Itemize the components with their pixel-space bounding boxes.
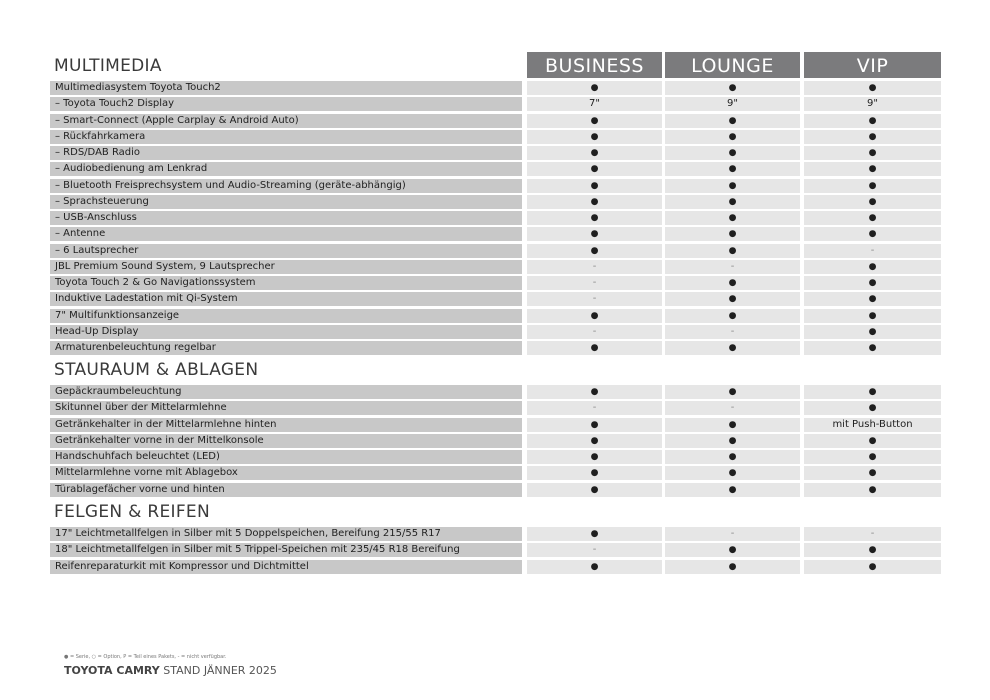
feature-value-vip: ● [804,466,941,480]
feature-label: – Toyota Touch2 Display [50,97,522,111]
table-row [50,244,941,258]
feature-label: Armaturenbeleuchtung regelbar [50,341,522,355]
feature-value-business: ● [527,146,662,160]
feature-value-vip: ● [804,260,941,274]
feature-value-vip: ● [804,211,941,225]
feature-value-lounge: ● [665,450,800,464]
feature-label: Mittelarmlehne vorne mit Ablagebox [50,466,522,480]
column-header-lounge: LOUNGE [665,52,800,78]
feature-value-business: ● [527,244,662,258]
feature-label: Getränkehalter in der Mittelarmlehne hinten [50,418,522,432]
feature-value-vip: ● [804,146,941,160]
table-row [50,450,941,464]
feature-value-lounge: ● [665,309,800,323]
feature-value-business: ● [527,162,662,176]
feature-value-lounge: ● [665,434,800,448]
feature-value-business: ● [527,483,662,497]
feature-label: 7" Multifunktionsanzeige [50,309,522,323]
feature-value-business: ● [527,385,662,399]
feature-value-lounge: ● [665,162,800,176]
column-headers [527,52,941,78]
feature-value-vip: mit Push-Button [804,418,941,432]
feature-value-vip: ● [804,483,941,497]
table-row [50,260,941,274]
feature-value-vip: ● [804,385,941,399]
feature-label: Getränkehalter vorne in der Mittelkonsole [50,434,522,448]
feature-value-business: ● [527,418,662,432]
feature-value-vip: ● [804,114,941,128]
table-row [50,434,941,448]
feature-label: – Antenne [50,227,522,241]
feature-value-business: ● [527,466,662,480]
feature-value-vip: ● [804,130,941,144]
feature-label: Induktive Ladestation mit Qi-System [50,292,522,306]
feature-value-lounge: ● [665,227,800,241]
column-header-vip: VIP [804,52,941,78]
feature-value-business: ● [527,227,662,241]
feature-value-lounge: ● [665,130,800,144]
feature-value-business: - [527,292,662,306]
feature-value-business: ● [527,179,662,193]
feature-value-lounge: ● [665,418,800,432]
feature-value-vip: ● [804,325,941,339]
table-row [50,114,941,128]
table-row [50,195,941,209]
table-row [50,276,941,290]
feature-value-vip: 9" [804,97,941,111]
feature-value-business: ● [527,195,662,209]
table-row [50,543,941,557]
feature-label: 18" Leichtmetallfelgen in Silber mit 5 Trippel-Speichen mit 235/45 R18 Bereifung [50,543,522,557]
feature-value-lounge: ● [665,483,800,497]
footer-date: STAND JÄNNER 2025 [159,664,277,677]
feature-label: – Bluetooth Freisprechsystem und Audio-Streaming (geräte-abhängig) [50,179,522,193]
table-row [50,146,941,160]
feature-label: – 6 Lautsprecher [50,244,522,258]
feature-value-business: ● [527,527,662,541]
feature-value-business: - [527,260,662,274]
feature-value-vip: ● [804,162,941,176]
table-row [50,309,941,323]
feature-value-vip: ● [804,179,941,193]
feature-label: Gepäckraumbeleuchtung [50,385,522,399]
column-header-business: BUSINESS [527,52,662,78]
feature-label: 17" Leichtmetallfelgen in Silber mit 5 Doppelspeichen, Bereifung 215/55 R17 [50,527,522,541]
feature-value-lounge: ● [665,385,800,399]
feature-value-lounge: ● [665,560,800,574]
footnote-legend: ● = Serie, ○ = Option, P = Teil eines Pakets, - = nicht verfügbar. [64,654,227,660]
feature-value-lounge: ● [665,543,800,557]
feature-value-lounge: ● [665,146,800,160]
footer-brand: TOYOTA CAMRY [64,664,160,677]
table-row [50,292,941,306]
footer [64,664,277,677]
feature-label: Multimediasystem Toyota Touch2 [50,81,522,95]
feature-label: Toyota Touch 2 & Go Navigationssystem [50,276,522,290]
feature-label: Head-Up Display [50,325,522,339]
feature-value-lounge: ● [665,179,800,193]
feature-value-lounge: - [665,325,800,339]
feature-value-vip: ● [804,543,941,557]
feature-label: – Rückfahrkamera [50,130,522,144]
feature-label: – Audiobedienung am Lenkrad [50,162,522,176]
feature-label: Skitunnel über der Mittelarmlehne [50,401,522,415]
feature-value-business: - [527,276,662,290]
feature-value-vip: ● [804,81,941,95]
feature-label: Handschuhfach beleuchtet (LED) [50,450,522,464]
feature-value-lounge: ● [665,276,800,290]
table-row [50,227,941,241]
table-row [50,81,941,95]
section-title: MULTIMEDIA [54,56,162,76]
table-row [50,418,941,432]
table-row [50,341,941,355]
feature-value-business: - [527,543,662,557]
feature-value-lounge: 9" [665,97,800,111]
table-row [50,483,941,497]
feature-label: – Smart-Connect (Apple Carplay & Android Auto) [50,114,522,128]
feature-value-vip: - [804,244,941,258]
feature-label: Reifenreparaturkit mit Kompressor und Dichtmittel [50,560,522,574]
section-title: FELGEN & REIFEN [54,502,210,522]
feature-value-vip: ● [804,560,941,574]
feature-value-business: ● [527,81,662,95]
feature-value-lounge: ● [665,81,800,95]
feature-value-vip: ● [804,401,941,415]
feature-value-business: ● [527,309,662,323]
feature-label: JBL Premium Sound System, 9 Lautsprecher [50,260,522,274]
table-row [50,385,941,399]
feature-label: – Sprachsteuerung [50,195,522,209]
feature-value-business: ● [527,560,662,574]
feature-value-business: ● [527,341,662,355]
feature-value-vip: ● [804,276,941,290]
feature-value-lounge: ● [665,211,800,225]
feature-value-lounge: ● [665,466,800,480]
feature-value-vip: ● [804,450,941,464]
feature-value-business: - [527,401,662,415]
table-row [50,560,941,574]
feature-value-business: ● [527,114,662,128]
table-row [50,527,941,541]
feature-value-vip: ● [804,292,941,306]
feature-value-lounge: ● [665,244,800,258]
feature-value-lounge: - [665,260,800,274]
feature-value-lounge: - [665,401,800,415]
feature-label: – USB-Anschluss [50,211,522,225]
feature-value-vip: ● [804,309,941,323]
table-row [50,97,941,111]
table-row [50,211,941,225]
feature-value-vip: ● [804,195,941,209]
feature-value-lounge: ● [665,114,800,128]
feature-value-business: - [527,325,662,339]
feature-label: – RDS/DAB Radio [50,146,522,160]
feature-value-lounge: ● [665,341,800,355]
feature-value-lounge: ● [665,195,800,209]
table-row [50,401,941,415]
feature-value-business: ● [527,130,662,144]
section-title: STAURAUM & ABLAGEN [54,360,259,380]
feature-value-vip: ● [804,341,941,355]
table-row [50,325,941,339]
feature-value-business: ● [527,450,662,464]
feature-value-lounge: ● [665,292,800,306]
feature-value-business: ● [527,211,662,225]
feature-value-business: ● [527,434,662,448]
table-row [50,162,941,176]
feature-value-lounge: - [665,527,800,541]
feature-value-vip: ● [804,227,941,241]
table-row [50,466,941,480]
table-row [50,179,941,193]
feature-value-vip: - [804,527,941,541]
feature-value-business: 7" [527,97,662,111]
feature-label: Türablagefächer vorne und hinten [50,483,522,497]
feature-value-vip: ● [804,434,941,448]
table-row [50,130,941,144]
